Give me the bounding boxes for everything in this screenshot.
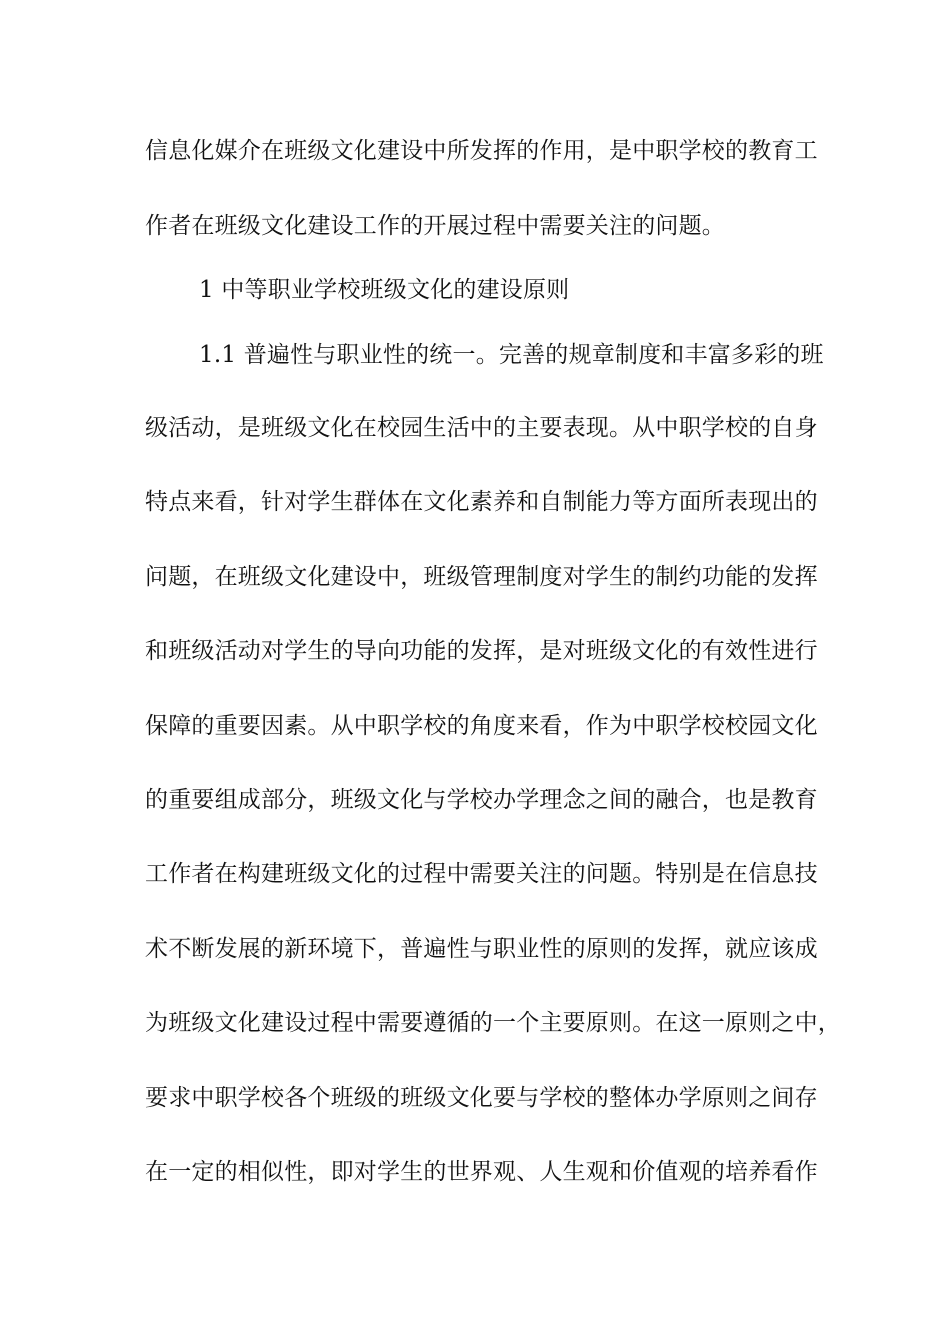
paragraph-line: 作者在班级文化建设工作的开展过程中需要关注的问题。	[145, 213, 725, 239]
paragraph-line: 级活动，是班级文化在校园生活中的主要表现。从中职学校的自身	[145, 415, 818, 441]
paragraph-line: 在一定的相似性，即对学生的世界观、人生观和价值观的培养看作	[145, 1159, 818, 1185]
paragraph-line: 工作者在构建班级文化的过程中需要关注的问题。特别是在信息技	[145, 861, 818, 887]
paragraph-line: 为班级文化建设过程中需要遵循的一个主要原则。在这一原则之中，	[145, 1010, 841, 1036]
paragraph-line: 和班级活动对学生的导向功能的发挥，是对班级文化的有效性进行	[145, 638, 818, 664]
subsection-heading-line: 1.1 普遍性与职业性的统一。完善的规章制度和丰富多彩的班	[199, 342, 824, 368]
paragraph-line: 特点来看，针对学生群体在文化素养和自制能力等方面所表现出的	[145, 489, 818, 515]
section-heading: 1 中等职业学校班级文化的建设原则	[199, 277, 570, 303]
paragraph-line: 要求中职学校各个班级的班级文化要与学校的整体办学原则之间存	[145, 1085, 818, 1111]
paragraph-line: 保障的重要因素。从中职学校的角度来看，作为中职学校校园文化	[145, 713, 818, 739]
paragraph-line: 术不断发展的新环境下，普遍性与职业性的原则的发挥，就应该成	[145, 936, 818, 962]
paragraph-line: 的重要组成部分，班级文化与学校办学理念之间的融合，也是教育	[145, 787, 818, 813]
paragraph-line: 信息化媒介在班级文化建设中所发挥的作用，是中职学校的教育工	[145, 138, 818, 164]
paragraph-line: 问题，在班级文化建设中，班级管理制度对学生的制约功能的发挥	[145, 564, 818, 590]
